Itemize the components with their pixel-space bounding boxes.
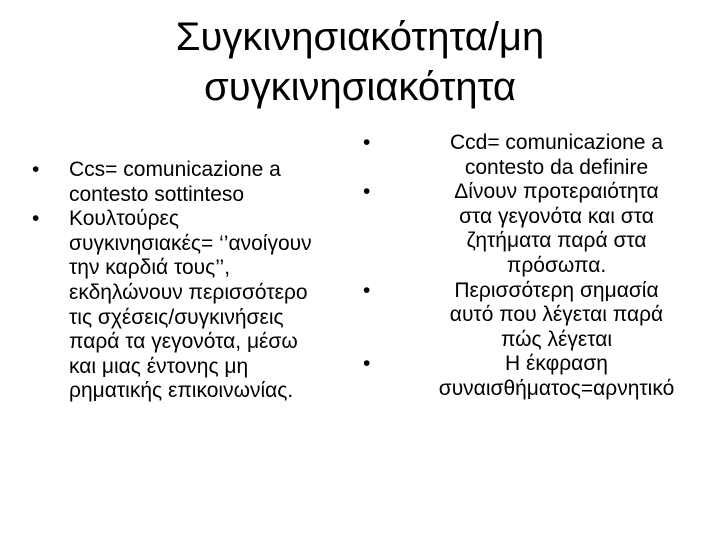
bullet-item — [363, 131, 713, 180]
bullet-item — [363, 352, 713, 401]
bullet-item — [363, 180, 713, 278]
title-line-2: συγκινησιακότητα — [204, 65, 516, 109]
slide-title — [0, 12, 720, 112]
bullet-text: Ccs= comunicazione a contesto sottinteso — [69, 158, 281, 206]
bullet-dot: • — [363, 180, 371, 204]
bullet-text: Περισσότερη σημασία αυτό που λέγεται παρά πώς λέγεται — [449, 278, 664, 351]
right-bullet-list — [363, 131, 713, 402]
bullet-dot: • — [363, 278, 371, 302]
bullet-dot: • — [32, 158, 40, 181]
bullet-text: Δίνουν προτεραιότητα στα γεγονότα και στα ζητήματα παρά στα πρόσωπα. — [454, 180, 659, 277]
bullet-item — [32, 207, 362, 404]
bullet-text: Κουλτούρες συγκινησιακές= ‘’ανοίγουν την καρδιά τους’’, εκδηλώνουν περισσότερο τις σχέσεις/συγκινήσεις παρά τα γεγονότα, μέσω και μιας έντονης μη ρηματικής επικοινωνίας. — [69, 207, 312, 403]
left-bullet-list — [32, 158, 362, 404]
bullet-dot: • — [363, 352, 371, 376]
bullet-text: Ccd= comunicazione a contesto da definire — [449, 131, 664, 179]
bullet-item — [32, 158, 362, 207]
bullet-text: Η έκφραση συναισθήματος=αρνητικό — [438, 352, 675, 400]
bullet-dot: • — [32, 207, 40, 231]
bullet-item — [363, 279, 713, 353]
title-line-1: Συγκινησιακότητα/μη — [175, 15, 545, 59]
bullet-dot: • — [363, 131, 371, 154]
